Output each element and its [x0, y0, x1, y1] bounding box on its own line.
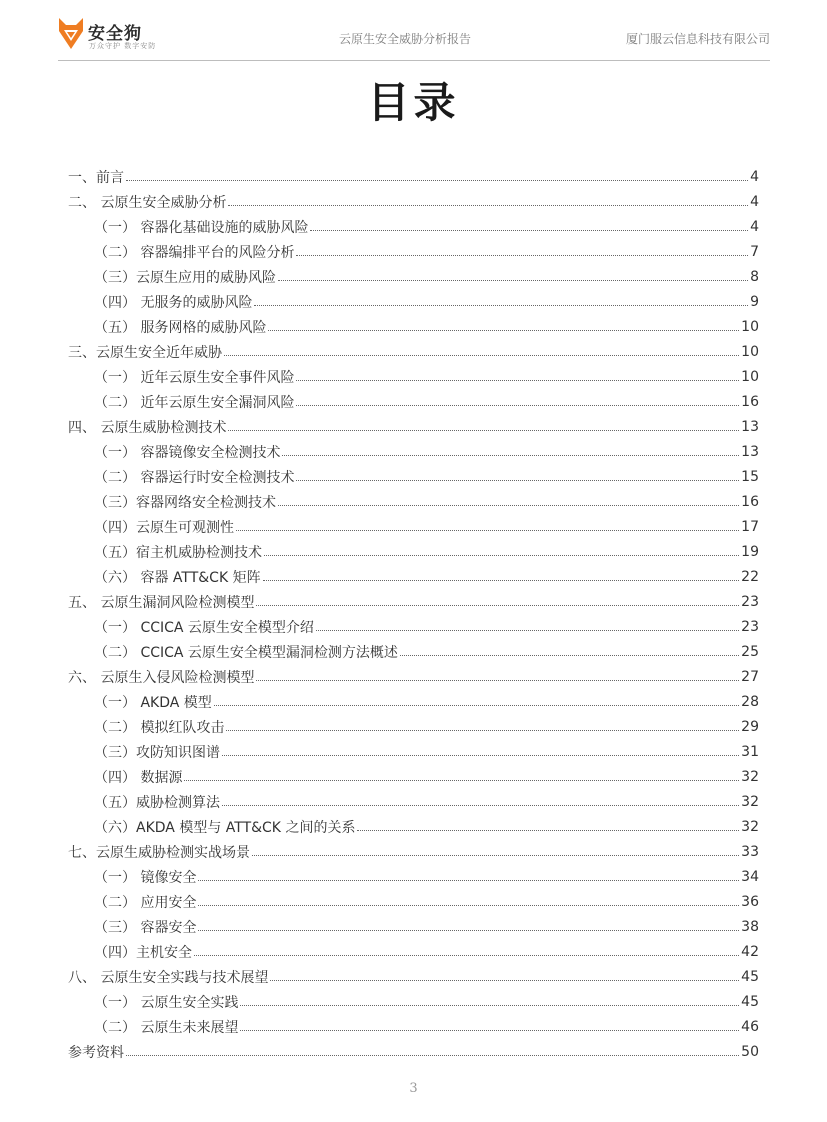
toc-leader-dots	[282, 447, 739, 456]
toc-entry-title: 参考资料	[68, 1044, 124, 1061]
toc-entry[interactable]	[68, 914, 759, 939]
toc-entry[interactable]	[68, 1014, 759, 1039]
toc-entry-page: 4	[750, 168, 759, 185]
toc-entry[interactable]	[68, 614, 759, 639]
toc-entry-title: （四） 数据源	[94, 769, 183, 786]
toc-entry[interactable]	[68, 189, 759, 214]
page-header	[58, 14, 770, 61]
toc-entry-page: 22	[741, 568, 759, 585]
toc-entry-title: 八、 云原生安全实践与技术展望	[68, 969, 269, 986]
toc-entry-title: （二） 模拟红队攻击	[94, 719, 225, 736]
toc-leader-dots	[126, 172, 748, 181]
toc-entry-page: 10	[741, 343, 759, 360]
toc-leader-dots	[256, 597, 739, 606]
toc-entry-page: 29	[741, 718, 759, 735]
toc-leader-dots	[268, 322, 739, 331]
toc-entry[interactable]	[68, 164, 759, 189]
toc-leader-dots	[240, 1022, 739, 1031]
toc-entry-page: 36	[741, 893, 759, 910]
toc-entry-page: 25	[741, 643, 759, 660]
toc-leader-dots	[357, 822, 739, 831]
toc-entry-page: 34	[741, 868, 759, 885]
toc-entry-page: 46	[741, 1018, 759, 1035]
toc-leader-dots	[254, 297, 748, 306]
toc-entry-page: 27	[741, 668, 759, 685]
toc-entry[interactable]	[68, 364, 759, 389]
toc-leader-dots	[278, 272, 748, 281]
toc-entry-title: （一） 云原生安全实践	[94, 994, 239, 1011]
toc-entry-title: 六、 云原生入侵风险检测模型	[68, 669, 255, 686]
toc-entry[interactable]	[68, 414, 759, 439]
company-name: 厦门服云信息科技有限公司	[625, 32, 770, 46]
toc-entry[interactable]	[68, 464, 759, 489]
toc-entry-page: 33	[741, 843, 759, 860]
toc-entry-page: 8	[750, 268, 759, 285]
toc-entry[interactable]	[68, 764, 759, 789]
toc-entry-page: 13	[741, 443, 759, 460]
toc-leader-dots	[184, 772, 739, 781]
toc-leader-dots	[222, 747, 739, 756]
toc-entry[interactable]	[68, 439, 759, 464]
toc-entry-page: 16	[741, 493, 759, 510]
toc-entry-page: 16	[741, 393, 759, 410]
toc-entry-title: （一） 镜像安全	[94, 869, 197, 886]
toc-entry-title: （五）威胁检测算法	[94, 794, 220, 811]
toc-leader-dots	[296, 397, 739, 406]
toc-leader-dots	[296, 247, 748, 256]
toc-leader-dots	[198, 897, 739, 906]
toc-entry-page: 23	[741, 618, 759, 635]
toc-entry-title: （四）云原生可观测性	[94, 519, 234, 536]
toc-entry[interactable]	[68, 839, 759, 864]
toc-entry-title: （六）AKDA 模型与 ATT&CK 之间的关系	[94, 819, 356, 836]
toc-leader-dots	[310, 222, 748, 231]
toc-entry[interactable]	[68, 714, 759, 739]
toc-entry[interactable]	[68, 589, 759, 614]
toc-entry-page: 42	[741, 943, 759, 960]
toc-entry[interactable]	[68, 814, 759, 839]
toc-entry[interactable]	[68, 689, 759, 714]
toc-entry-title: （六） 容器 ATT&CK 矩阵	[94, 569, 261, 586]
toc-leader-dots	[194, 947, 739, 956]
toc-entry[interactable]	[68, 339, 759, 364]
toc-leader-dots	[263, 572, 740, 581]
toc-entry-title: （四） 无服务的威胁风险	[94, 294, 253, 311]
company-logo	[58, 16, 178, 56]
toc-entry-title: 二、 云原生安全威胁分析	[68, 194, 227, 211]
toc-entry-title: （二） 应用安全	[94, 894, 197, 911]
toc-heading: 目录	[367, 78, 460, 127]
toc-entry[interactable]	[68, 264, 759, 289]
toc-entry-page: 13	[741, 418, 759, 435]
toc-entry-title: （一） AKDA 模型	[94, 694, 212, 711]
toc-entry[interactable]	[68, 989, 759, 1014]
toc-entry-title: （二） 容器编排平台的风险分析	[94, 244, 295, 261]
toc-entry[interactable]	[68, 789, 759, 814]
toc-entry-page: 32	[741, 768, 759, 785]
toc-leader-dots	[214, 697, 739, 706]
page-number: 3	[409, 1081, 418, 1096]
toc-entry-title: （二） 容器运行时安全检测技术	[94, 469, 295, 486]
toc-entry[interactable]	[68, 389, 759, 414]
toc-entry[interactable]	[68, 289, 759, 314]
toc-entry-page: 50	[741, 1043, 759, 1060]
toc-entry-page: 45	[741, 968, 759, 985]
toc-entry-title: （四）主机安全	[94, 944, 192, 961]
toc-leader-dots	[264, 547, 739, 556]
toc-entry-page: 23	[741, 593, 759, 610]
toc-entry-page: 38	[741, 918, 759, 935]
toc-entry-page: 10	[741, 368, 759, 385]
toc-leader-dots	[126, 1047, 739, 1056]
toc-leader-dots	[198, 922, 739, 931]
toc-entry[interactable]	[68, 564, 759, 589]
toc-leader-dots	[270, 972, 739, 981]
toc-entry-title: 七、云原生威胁检测实战场景	[68, 844, 250, 861]
toc-entry[interactable]	[68, 214, 759, 239]
toc-entry-title: （一） 容器镜像安全检测技术	[94, 444, 281, 461]
toc-entry-title: 一、前言	[68, 169, 124, 186]
toc-leader-dots	[236, 522, 739, 531]
fox-logo-icon	[58, 16, 84, 50]
toc-entry-page: 28	[741, 693, 759, 710]
toc-leader-dots	[240, 997, 739, 1006]
toc-entry[interactable]	[68, 739, 759, 764]
toc-entry-title: 三、云原生安全近年威胁	[68, 344, 222, 361]
toc-entry-page: 45	[741, 993, 759, 1010]
toc-leader-dots	[226, 722, 739, 731]
toc-leader-dots	[278, 497, 739, 506]
toc-entry-page: 7	[750, 243, 759, 260]
table-of-contents	[68, 164, 759, 1064]
toc-entry-page: 4	[750, 193, 759, 210]
toc-entry-page: 10	[741, 318, 759, 335]
toc-entry-page: 4	[750, 218, 759, 235]
toc-entry-page: 9	[750, 293, 759, 310]
toc-entry-title: （三）云原生应用的威胁风险	[94, 269, 276, 286]
toc-entry[interactable]	[68, 239, 759, 264]
toc-leader-dots	[228, 197, 748, 206]
toc-leader-dots	[296, 372, 739, 381]
toc-entry-page: 17	[741, 518, 759, 535]
toc-entry-title: （二） CCICA 云原生安全模型漏洞检测方法概述	[94, 644, 398, 661]
toc-leader-dots	[400, 647, 739, 656]
logo-name: 安全狗	[88, 24, 142, 44]
toc-leader-dots	[296, 472, 739, 481]
toc-entry-title: （三） 容器安全	[94, 919, 197, 936]
toc-leader-dots	[256, 672, 739, 681]
toc-entry-page: 31	[741, 743, 759, 760]
toc-entry[interactable]	[68, 864, 759, 889]
toc-entry-title: （一） CCICA 云原生安全模型介绍	[94, 619, 314, 636]
toc-leader-dots	[252, 847, 739, 856]
toc-entry[interactable]	[68, 964, 759, 989]
toc-entry-title: （三）容器网络安全检测技术	[94, 494, 276, 511]
toc-leader-dots	[228, 422, 739, 431]
toc-entry-page: 19	[741, 543, 759, 560]
toc-entry-title: （二） 云原生未来展望	[94, 1019, 239, 1036]
toc-entry[interactable]	[68, 939, 759, 964]
toc-entry-page: 32	[741, 793, 759, 810]
toc-entry-title: 五、 云原生漏洞风险检测模型	[68, 594, 255, 611]
toc-entry[interactable]	[68, 889, 759, 914]
toc-leader-dots	[316, 622, 739, 631]
toc-leader-dots	[222, 797, 739, 806]
toc-entry-title: 四、 云原生威胁检测技术	[68, 419, 227, 436]
toc-entry[interactable]	[68, 1039, 759, 1064]
toc-leader-dots	[198, 872, 739, 881]
logo-slogan: 万众守护 数字安防	[89, 42, 157, 50]
toc-entry-page: 32	[741, 818, 759, 835]
toc-entry[interactable]	[68, 664, 759, 689]
toc-entry[interactable]	[68, 314, 759, 339]
toc-entry-title: （一） 容器化基础设施的威胁风险	[94, 219, 309, 236]
toc-entry-title: （一） 近年云原生安全事件风险	[94, 369, 295, 386]
toc-entry[interactable]	[68, 539, 759, 564]
toc-entry-title: （三）攻防知识图谱	[94, 744, 220, 761]
toc-entry[interactable]	[68, 514, 759, 539]
report-title: 云原生安全威胁分析报告	[339, 32, 472, 46]
toc-entry-title: （五） 服务网格的威胁风险	[94, 319, 267, 336]
toc-entry[interactable]	[68, 639, 759, 664]
toc-entry-title: （五）宿主机威胁检测技术	[94, 544, 262, 561]
toc-entry-page: 15	[741, 468, 759, 485]
toc-leader-dots	[224, 347, 739, 356]
toc-entry-title: （二） 近年云原生安全漏洞风险	[94, 394, 295, 411]
toc-entry[interactable]	[68, 489, 759, 514]
